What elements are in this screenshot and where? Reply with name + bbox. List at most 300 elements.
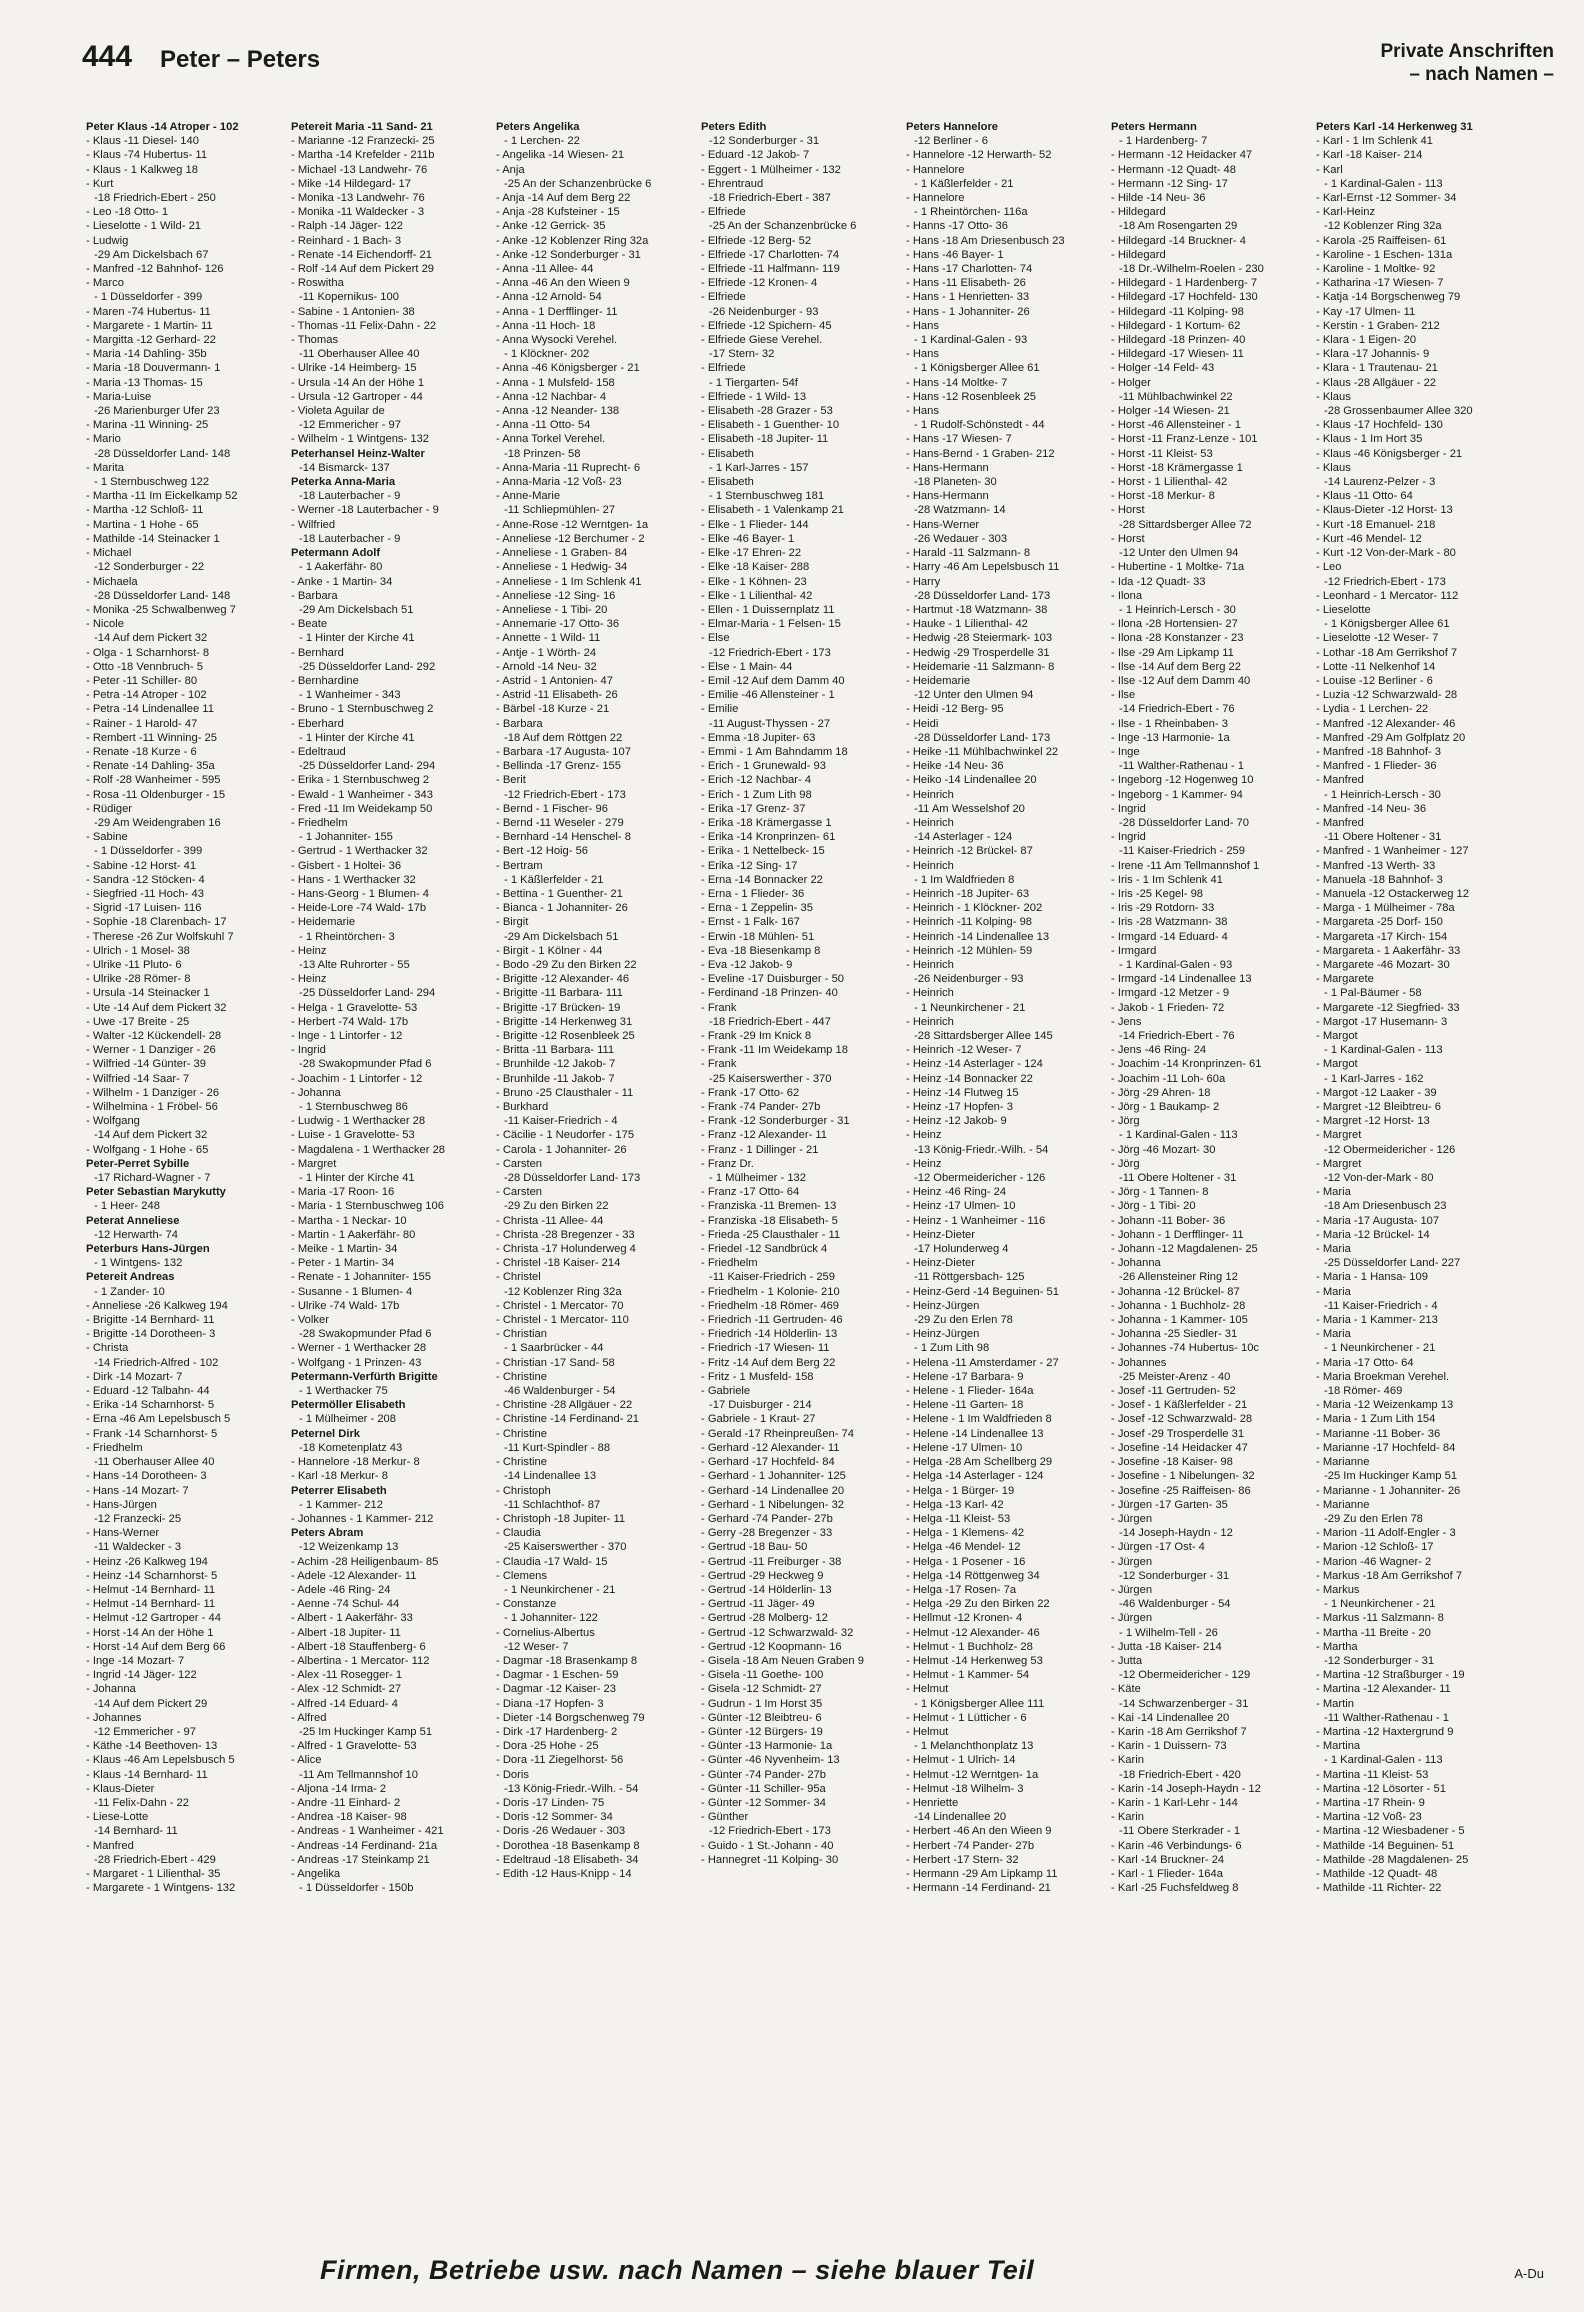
directory-entry: - Elke - 1 Flieder- 144 (701, 518, 809, 531)
directory-entry: - Renate -14 Dahling- 35a (86, 760, 215, 773)
directory-entry: - Petra -14 Lindenallee 11 (86, 703, 214, 716)
directory-entry: -14 Lindenallee 20 (914, 1811, 1007, 1824)
directory-entry: -18 Am Driesenbusch 23 (1324, 1200, 1447, 1213)
directory-entry: - Guido - 1 St.-Johann - 40 (701, 1839, 834, 1852)
directory-entry: - Andrea -18 Kaiser- 98 (291, 1811, 407, 1824)
directory-entry: - Christine (496, 1427, 547, 1440)
directory-entry: - Helmut - 1 Lütticher - 6 (906, 1711, 1027, 1724)
directory-entry: - Rolf -28 Wanheimer - 595 (86, 774, 221, 787)
directory-entry: - Johann - 1 Derfflinger- 11 (1111, 1228, 1244, 1241)
directory-entry: - Ingrid (1111, 831, 1146, 844)
directory-entry: - Klaus -46 Am Lepelsbusch 5 (86, 1754, 235, 1767)
directory-entry: - Hans-Bernd - 1 Graben- 212 (906, 447, 1055, 460)
directory-entry: - Christa -11 Allee- 44 (496, 1214, 604, 1227)
directory-entry: - Susanne - 1 Blumen- 4 (291, 1285, 413, 1298)
directory-entry: - Friedhelm (291, 816, 348, 829)
directory-entry: -14 Asterlager - 124 (914, 831, 1013, 844)
directory-entry: - Irmgard -12 Metzer - 9 (1111, 987, 1230, 1000)
directory-entry: -11 Walther-Rathenau - 1 (1324, 1711, 1449, 1724)
directory-entry: - Gertrud -28 Molberg- 12 (701, 1612, 828, 1625)
directory-entry: - Helga -14 Röttgenweg 34 (906, 1569, 1040, 1582)
directory-entry: - Klaus -11 Otto- 64 (1316, 490, 1413, 503)
directory-entry: - Manfred -29 Am Golfplatz 20 (1316, 731, 1466, 744)
directory-entry: - 1 Hardenberg- 7 (1119, 135, 1208, 148)
directory-entry: - Wilhelm - 1 Wintgens- 132 (291, 433, 430, 446)
directory-entry: - Martina -12 Voß- 23 (1316, 1811, 1422, 1824)
directory-entry: Peters Hermann (1111, 121, 1197, 133)
directory-entry: -18 Planeten- 30 (914, 476, 997, 489)
directory-entry: - 1 Melanchthonplatz 13 (914, 1740, 1034, 1753)
directory-entry: - Martina -12 Alexander- 11 (1316, 1683, 1451, 1696)
directory-entry: - Helmut (906, 1725, 949, 1738)
footer-code: A-Du (1514, 2266, 1544, 2281)
directory-entry: - Friedrich -11 Gertruden- 46 (701, 1314, 843, 1327)
directory-entry: - Horst -18 Merkur- 8 (1111, 490, 1215, 503)
directory-entry: - Hannelore -12 Herwarth- 52 (906, 149, 1052, 162)
directory-entry: - Ilse -12 Auf dem Damm 40 (1111, 674, 1251, 687)
directory-entry: - Dagmar -18 Brasenkamp 8 (496, 1654, 638, 1667)
directory-entry: - Fritz - 1 Musfeld- 158 (701, 1370, 814, 1383)
directory-entry: - Hildegard -14 Bruckner- 4 (1111, 234, 1246, 247)
directory-entry: -28 Watzmann- 14 (914, 504, 1006, 517)
directory-entry: - Wolfgang - 1 Hohe - 65 (86, 1143, 209, 1156)
directory-entry: - Helga -11 Kleist- 53 (906, 1512, 1011, 1525)
directory-entry: - Friedhelm - 1 Kolonie- 210 (701, 1285, 840, 1298)
directory-entry: - Jens (1111, 1015, 1142, 1028)
directory-entry: - Elisabeth -18 Jupiter- 11 (701, 433, 829, 446)
directory-entry: - Beate (291, 618, 328, 631)
directory-entry: - Maria -12 Brückel- 14 (1316, 1228, 1430, 1241)
directory-entry: - Heinz -46 Ring- 24 (906, 1186, 1007, 1199)
directory-entry: - Christine (496, 1456, 547, 1469)
directory-entry: -11 Kaiser-Friedrich - 259 (1119, 845, 1246, 858)
directory-entry: - Roswitha (291, 277, 344, 290)
directory-entry: - Erna - 1 Zeppelin- 35 (701, 902, 813, 915)
section-heading-line2: – nach Namen – (1409, 64, 1554, 85)
directory-entry: - 1 Düsseldorfer - 399 (94, 845, 203, 858)
directory-entry: - Jakob - 1 Frieden- 72 (1111, 1001, 1225, 1014)
directory-entry: -17 Holunderweg 4 (914, 1243, 1009, 1256)
directory-entry: - Franziska -18 Elisabeth- 5 (701, 1214, 838, 1227)
directory-entry: - Frank -29 Im Knick 8 (701, 1030, 812, 1042)
directory-entry: - Anna -12 Arnold- 54 (496, 291, 602, 304)
directory-entry: - Hanns -17 Otto- 36 (906, 220, 1008, 233)
directory-entry: - Helmut (906, 1683, 949, 1696)
directory-entry: - Günter -13 Harmonie- 1a (701, 1740, 833, 1753)
directory-entry: - Joachim -14 Kronprinzen- 61 (1111, 1058, 1262, 1071)
directory-entry: - Heinz (291, 944, 327, 957)
directory-entry: - Constanze (496, 1598, 557, 1611)
directory-entry: - Alice (291, 1754, 322, 1767)
directory-entry: - Erich - 1 Grunewald- 93 (701, 760, 826, 773)
directory-entry: - Klara - 1 Eigen- 20 (1316, 334, 1417, 347)
directory-entry: - Anna -11 Otto- 54 (496, 419, 591, 432)
directory-entry: - Wilfried (291, 518, 336, 531)
directory-entry: - Elke - 1 Lilienthal- 42 (701, 589, 813, 602)
directory-entry: - Anja -28 Kufsteiner - 15 (496, 206, 620, 219)
directory-entry: Peterrer Elisabeth (291, 1484, 387, 1497)
directory-entry: - Klaus -11 Diesel- 140 (86, 135, 199, 148)
directory-entry: - 1 Johanniter- 122 (504, 1612, 598, 1625)
directory-entry: - Sophie -18 Clarenbach- 17 (86, 916, 227, 929)
directory-entry: - Jörg (1111, 1157, 1140, 1170)
directory-columns (86, 120, 1554, 2200)
directory-entry: - Ilse -14 Auf dem Berg 22 (1111, 660, 1241, 673)
directory-entry: - Johanna - 1 Kammer- 105 (1111, 1314, 1248, 1327)
directory-entry: - Brigitte -11 Barbara- 111 (496, 987, 623, 1000)
directory-entry: - Frank -11 Im Weidekamp 18 (701, 1044, 848, 1057)
directory-entry: - Burkhard (496, 1101, 549, 1114)
directory-entry: - Anke - 1 Martin- 34 (291, 575, 393, 588)
directory-entry: - Martha - 1 Neckar- 10 (291, 1214, 407, 1227)
directory-entry: - Anke -12 Gerrick- 35 (496, 220, 606, 233)
directory-entry: -11 Mühlbachwinkel 22 (1119, 390, 1233, 403)
directory-entry: -12 Unter den Ulmen 94 (914, 689, 1034, 702)
directory-entry: - Martina -17 Rhein- 9 (1316, 1796, 1425, 1809)
directory-entry: -12 Friedrich-Ebert - 173 (709, 1825, 831, 1838)
directory-entry: - Meike - 1 Martin- 34 (291, 1243, 398, 1256)
directory-entry: Peters Edith (701, 121, 767, 133)
directory-entry: - 1 Heinrich-Lersch - 30 (1324, 788, 1441, 801)
directory-entry: - Eggert - 1 Mülheimer - 132 (701, 163, 841, 176)
directory-entry: - Helmut -12 Gartroper - 44 (86, 1612, 221, 1625)
directory-entry: - Volker (291, 1314, 329, 1327)
directory-entry: - Hans (906, 348, 939, 361)
directory-entry: - Otto -18 Vennbruch- 5 (86, 660, 203, 673)
directory-entry: - Violeta Aguilar de (291, 405, 385, 418)
directory-entry: - Maria - 1 Hansa- 109 (1316, 1271, 1428, 1284)
directory-entry: -28 Düsseldorfer Land- 148 (94, 447, 231, 460)
directory-entry: - Manuela -18 Bahnhof- 3 (1316, 873, 1443, 886)
directory-entry: -28 Sittardsberger Allee 145 (914, 1030, 1053, 1042)
directory-entry: - Heinrich (906, 987, 954, 1000)
directory-entry: - Heinz -14 Flutweg 15 (906, 1086, 1019, 1099)
directory-entry: - Christoph -18 Jupiter- 11 (496, 1512, 626, 1525)
directory-entry: - Käthe -14 Beethoven- 13 (86, 1740, 218, 1753)
directory-entry: - Maria -14 Dahling- 35b (86, 348, 207, 361)
directory-entry: - Gertrud -18 Bau- 50 (701, 1541, 808, 1554)
directory-entry: - Hans -11 Elisabeth- 26 (906, 277, 1026, 290)
directory-entry: -25 Kaiserswerther - 370 (504, 1541, 627, 1554)
directory-entry: - Gertrud -14 Hölderlin- 13 (701, 1583, 832, 1596)
directory-entry: -29 Am Weidengraben 16 (94, 816, 221, 829)
directory-entry: - Sabine - 1 Antonien- 38 (291, 305, 415, 318)
directory-entry: - Katharina -17 Wiesen- 7 (1316, 277, 1444, 290)
directory-entry: - 1 Königsberger Allee 111 (914, 1697, 1045, 1710)
directory-entry: - Gisela -18 Am Neuen Graben 9 (701, 1654, 864, 1667)
directory-entry: - Karl -25 Fuchsfeldweg 8 (1111, 1882, 1239, 1895)
directory-entry: - Bernhardine (291, 674, 359, 687)
directory-entry: - Karin -46 Verbindungs- 6 (1111, 1839, 1242, 1852)
directory-entry: - Heinz -12 Jakob- 9 (906, 1115, 1007, 1128)
directory-entry: - Elke -18 Kaiser- 288 (701, 561, 810, 574)
directory-entry: -46 Waldenburger - 54 (504, 1385, 616, 1398)
directory-entry: - Franz Dr. (701, 1157, 754, 1170)
directory-entry: - Friedel -12 Sandbrück 4 (701, 1243, 828, 1256)
directory-entry: - Klaus -17 Hochfeld- 130 (1316, 419, 1443, 432)
directory-entry: - Anja -14 Auf dem Berg 22 (496, 192, 631, 205)
directory-entry: - Ursula -14 An der Höhe 1 (291, 376, 425, 389)
directory-entry: - Markus -18 Am Gerrikshof 7 (1316, 1569, 1463, 1582)
directory-entry: -12 Unter den Ulmen 94 (1119, 547, 1239, 560)
directory-entry: - Heinrich -14 Lindenallee 13 (906, 930, 1050, 943)
directory-entry: - Manfred -14 Neu- 36 (1316, 802, 1427, 815)
directory-entry: - Anneliese -12 Sing- 16 (496, 589, 616, 602)
directory-entry: - Doris -17 Linden- 75 (496, 1796, 605, 1809)
directory-entry: -18 Friedrich-Ebert - 387 (709, 192, 831, 205)
directory-entry: - Ingrid (1111, 802, 1146, 815)
directory-entry: - Gertrud -12 Schwarzwald- 32 (701, 1626, 854, 1639)
directory-entry: - Martin (1316, 1697, 1354, 1710)
directory-entry: -25 Kaiserswerther - 370 (709, 1072, 832, 1085)
directory-entry: - Martina -12 Lösorter - 51 (1316, 1782, 1446, 1795)
directory-entry: - Marga - 1 Mülheimer - 78a (1316, 902, 1455, 915)
directory-entry: - Hans - 1 Henrietten- 33 (906, 291, 1030, 304)
directory-entry: - Manfred (86, 1839, 134, 1852)
directory-entry: - Ulrike -74 Wald- 17b (291, 1299, 400, 1312)
directory-entry: - 1 Königsberger Allee 61 (1324, 618, 1450, 631)
directory-entry: - Astrid - 1 Antonien- 47 (496, 674, 613, 687)
directory-entry: - Franz -17 Otto- 64 (701, 1186, 800, 1199)
directory-entry: - Gerhard -17 Hochfeld- 84 (701, 1456, 835, 1469)
directory-entry: -12 Obermeidericher - 126 (1324, 1143, 1456, 1156)
directory-entry: - Karl (1316, 163, 1343, 176)
directory-entry: - Elisabeth - 1 Guenther- 10 (701, 419, 840, 432)
directory-entry: - 1 Kardinal-Galen - 113 (1324, 1754, 1443, 1767)
directory-entry: -25 Im Huckinger Kamp 51 (1324, 1470, 1458, 1483)
directory-entry: - Hans-Hermann (906, 490, 989, 503)
directory-entry: - Herbert -74 Wald- 17b (291, 1015, 409, 1028)
directory-entry: - Ludwig - 1 Werthacker 28 (291, 1115, 426, 1128)
directory-entry: - Inge (1111, 745, 1140, 758)
directory-entry: - Käte (1111, 1683, 1141, 1696)
directory-entry: - Anne-Marie (496, 490, 561, 503)
directory-entry: - Helmut - 1 Buchholz- 28 (906, 1640, 1033, 1653)
directory-entry: - Elfriede -17 Charlotten- 74 (701, 248, 840, 261)
directory-entry: - 1 Karl-Jarres - 162 (1324, 1072, 1424, 1085)
directory-entry: - Margarete -46 Mozart- 30 (1316, 958, 1450, 971)
directory-entry: -12 Obermeidericher - 129 (1119, 1669, 1251, 1682)
directory-entry: - 1 Zum Lith 98 (914, 1342, 990, 1355)
directory-entry: -17 Duisburger - 214 (709, 1399, 812, 1412)
directory-entry: - Bernd -11 Weseler - 279 (496, 816, 624, 829)
directory-entry: - Gisela -12 Schmidt- 27 (701, 1683, 822, 1696)
directory-entry: - Heidi (906, 717, 939, 730)
directory-entry: - 1 Rheintörchen- 116a (914, 206, 1028, 219)
directory-entry: - Johannes (86, 1711, 142, 1724)
directory-entry: - Margarete -12 Siegfried- 33 (1316, 1001, 1460, 1014)
directory-column (1316, 120, 1513, 2200)
directory-entry: - Erika -12 Sing- 17 (701, 859, 798, 872)
directory-entry: - Karin -18 Am Gerrikshof 7 (1111, 1725, 1247, 1738)
directory-entry: Peterburs Hans-Jürgen (86, 1243, 210, 1256)
directory-entry: - Ingrid -14 Jäger- 122 (86, 1669, 197, 1682)
directory-entry: Petereit Maria -11 Sand- 21 (291, 121, 433, 133)
directory-entry: - Helga -29 Zu den Birken 22 (906, 1598, 1050, 1611)
directory-entry: - Martha (1316, 1640, 1358, 1653)
directory-entry: - Manfred -12 Bahnhof- 126 (86, 263, 224, 276)
page-header (0, 0, 1584, 130)
directory-entry: - Johannes - 1 Kammer- 212 (291, 1512, 434, 1525)
directory-entry: - Helmut -14 Bernhard- 11 (86, 1583, 216, 1596)
directory-entry: - Elisabeth -28 Grazer - 53 (701, 405, 833, 418)
directory-entry: -11 Obere Sterkrader - 1 (1119, 1825, 1241, 1838)
directory-entry: -11 Walther-Rathenau - 1 (1119, 760, 1244, 773)
directory-entry: - Doris -26 Wedauer - 303 (496, 1825, 626, 1838)
directory-entry: - Margareta -17 Kirch- 154 (1316, 930, 1448, 943)
directory-entry: - Hannelore (906, 163, 965, 176)
directory-entry: - Claudia -17 Wald- 15 (496, 1555, 608, 1568)
directory-entry: - Erich -12 Nachbar- 4 (701, 774, 812, 787)
directory-entry: - Lieselotte (1316, 603, 1371, 616)
directory-entry: - Manfred -18 Bahnhof- 3 (1316, 745, 1441, 758)
directory-entry: - Marianne - 1 Johanniter- 26 (1316, 1484, 1461, 1497)
directory-entry: -14 Schwarzenberger - 31 (1119, 1697, 1249, 1710)
directory-entry: - Helga -13 Karl- 42 (906, 1498, 1004, 1511)
directory-entry: - Jörg - 1 Tibi- 20 (1111, 1200, 1196, 1213)
directory-entry: - Helga -17 Rosen- 7a (906, 1583, 1017, 1596)
directory-entry: - Heinrich -12 Mühlen- 59 (906, 944, 1033, 957)
directory-entry: -11 Schliepmühlen- 27 (504, 504, 616, 517)
directory-entry: - Hauke - 1 Lilienthal- 42 (906, 618, 1028, 631)
directory-entry: - Elfriede -11 Halfmann- 119 (701, 263, 840, 276)
directory-entry: Petermöller Elisabeth (291, 1399, 406, 1412)
directory-entry: - Angelika -14 Wiesen- 21 (496, 149, 625, 162)
directory-entry: - Anna -12 Nachbar- 4 (496, 390, 607, 403)
directory-entry: -28 Düsseldorfer Land- 70 (1119, 816, 1249, 829)
directory-entry: - Walter -12 Kückendell- 28 (86, 1030, 222, 1042)
directory-entry: - Maria -17 Augusta- 107 (1316, 1214, 1440, 1227)
directory-entry: - Harry -46 Am Lepelsbusch 11 (906, 561, 1060, 574)
directory-entry: - Maria - 1 Zum Lith 154 (1316, 1413, 1436, 1426)
directory-entry: - Hans-Werner (906, 518, 980, 531)
directory-entry: - Margarete (1316, 973, 1374, 986)
directory-entry: - Heinz -14 Scharnhorst- 5 (86, 1569, 218, 1582)
directory-entry: - Heinz -26 Kalkweg 194 (86, 1555, 208, 1568)
directory-entry: -12 Friedrich-Ebert - 173 (504, 788, 626, 801)
directory-entry: - Fred -11 Im Weidekamp 50 (291, 802, 433, 815)
directory-entry: - Elfriede -12 Berg- 52 (701, 234, 812, 247)
directory-entry: - Ute -14 Auf dem Pickert 32 (86, 1001, 227, 1014)
directory-entry: - Rosa -11 Oldenburger - 15 (86, 788, 226, 801)
directory-entry: - Maria (1316, 1243, 1351, 1256)
directory-entry: - Hildegard -17 Wiesen- 11 (1111, 348, 1244, 361)
directory-entry: - 1 Kardinal-Galen - 93 (1119, 958, 1233, 971)
directory-entry: - Gerhard -74 Pander- 27b (701, 1512, 833, 1525)
directory-entry: - Olga - 1 Scharnhorst- 8 (86, 646, 210, 659)
directory-entry: -18 Friedrich-Ebert - 420 (1119, 1768, 1241, 1781)
directory-entry: - Erika - 1 Sternbuschweg 2 (291, 774, 430, 787)
directory-entry: - Ulrike -14 Heimberg- 15 (291, 362, 417, 375)
directory-entry: - Maria - 1 Sternbuschweg 106 (291, 1200, 444, 1213)
directory-entry: - Herbert -74 Pander- 27b (906, 1839, 1035, 1852)
directory-entry: - Marion -46 Wagner- 2 (1316, 1555, 1432, 1568)
directory-entry: - Heinz -14 Asterlager - 124 (906, 1058, 1043, 1071)
directory-entry: -12 Emmericher - 97 (94, 1725, 196, 1738)
directory-entry: - Hubertine - 1 Moltke- 71a (1111, 561, 1245, 574)
directory-entry: -11 Kaiser-Friedrich - 4 (1324, 1299, 1438, 1312)
directory-entry: - Dora -25 Hohe - 25 (496, 1740, 599, 1753)
directory-entry: - Hildegard (1111, 248, 1166, 261)
directory-entry: -29 Zu den Erlen 78 (914, 1314, 1013, 1327)
directory-entry: - Jürgen (1111, 1555, 1153, 1568)
directory-entry: - Margot (1316, 1058, 1358, 1071)
directory-column (496, 120, 693, 2200)
directory-entry: - 1 Wanheimer - 343 (299, 689, 401, 702)
directory-entry: - Jörg (1111, 1115, 1140, 1128)
directory-entry: - Frank -74 Pander- 27b (701, 1101, 821, 1114)
directory-entry: -11 Obere Holtener - 31 (1324, 831, 1442, 844)
directory-entry: - Hans (906, 405, 939, 418)
directory-entry: - Inge -13 Harmonie- 1a (1111, 731, 1230, 744)
directory-entry: -11 Waldecker - 3 (94, 1541, 182, 1554)
directory-entry: - Renate -14 Eichendorff- 21 (291, 248, 432, 261)
directory-entry: - Karola -25 Raiffeisen- 61 (1316, 234, 1447, 247)
directory-column (906, 120, 1103, 2200)
directory-entry: - Horst -11 Franz-Lenze - 101 (1111, 433, 1258, 446)
directory-entry: Peters Abram (291, 1527, 364, 1540)
directory-entry: - Maria -18 Douvermann- 1 (86, 362, 221, 375)
directory-entry: - Liese-Lotte (86, 1811, 149, 1824)
directory-entry: - Heidemarie (906, 674, 971, 687)
directory-entry: - Heinz -17 Hopfen- 3 (906, 1101, 1013, 1114)
directory-entry: - Uwe -17 Breite - 25 (86, 1015, 190, 1028)
directory-entry: - Louise -12 Berliner - 6 (1316, 674, 1433, 687)
directory-entry: - Heinz-Dieter (906, 1257, 976, 1270)
directory-entry: - Friedrich -17 Wiesen- 11 (701, 1342, 830, 1355)
directory-entry: - Helga - 1 Posener - 16 (906, 1555, 1026, 1568)
directory-entry: - 1 Kardinal-Galen - 93 (914, 334, 1028, 347)
directory-entry: - Werner - 1 Werthacker 28 (291, 1342, 427, 1355)
directory-entry: - Eva -18 Biesenkamp 8 (701, 944, 821, 957)
directory-entry: - Antje - 1 Wörth- 24 (496, 646, 597, 659)
directory-entry: - Lieselotte -12 Weser- 7 (1316, 632, 1439, 645)
directory-entry: - Margarete - 1 Wintgens- 132 (86, 1882, 236, 1895)
directory-entry: - Mario (86, 433, 121, 446)
directory-entry: - Maria -17 Otto- 64 (1316, 1356, 1414, 1369)
directory-entry: - 1 Hinter der Kirche 41 (299, 632, 415, 645)
directory-entry: - Mathilde -14 Beguinen- 51 (1316, 1839, 1455, 1852)
directory-entry: -12 Emmericher - 97 (299, 419, 401, 432)
directory-entry: -12 Weser- 7 (504, 1640, 569, 1653)
directory-entry: - 1 Zander- 10 (94, 1285, 165, 1298)
directory-entry: - Frank (701, 1001, 737, 1014)
directory-entry: - Ilona -28 Konstanzer - 23 (1111, 632, 1244, 645)
directory-entry: - Therese -26 Zur Wolfskuhl 7 (86, 930, 234, 943)
directory-entry: - Josefine -14 Heidacker 47 (1111, 1441, 1248, 1454)
directory-entry: Peter Klaus -14 Atroper - 102 (86, 121, 239, 133)
directory-entry: - Dorothea -18 Basenkamp 8 (496, 1839, 640, 1852)
directory-entry: -14 Friedrich-Ebert - 76 (1119, 1030, 1235, 1042)
directory-entry: -25 Im Huckinger Kamp 51 (299, 1725, 433, 1738)
directory-entry: - Erika -18 Krämergasse 1 (701, 816, 832, 829)
directory-entry: - Elke -17 Ehren- 22 (701, 547, 802, 560)
directory-entry: - Fritz -14 Auf dem Berg 22 (701, 1356, 836, 1369)
directory-entry: -26 Allensteiner Ring 12 (1119, 1271, 1238, 1284)
directory-entry: - Else (701, 632, 730, 645)
directory-entry: - Klaus - 1 Kalkweg 18 (86, 163, 198, 176)
directory-entry: - Christel - 1 Mercator- 110 (496, 1314, 629, 1327)
directory-entry: - Heinz (291, 973, 327, 986)
directory-entry: - Hermann -14 Ferdinand- 21 (906, 1882, 1051, 1895)
directory-entry: - Hildegard -17 Hochfeld- 130 (1111, 291, 1258, 304)
directory-entry: - Klaus -74 Hubertus- 11 (86, 149, 208, 162)
directory-entry: - Ilse (1111, 689, 1136, 702)
directory-entry: - Aenne -74 Schul- 44 (291, 1598, 400, 1611)
directory-entry: - Emmi - 1 Am Bahndamm 18 (701, 745, 848, 758)
directory-entry: - Albert - 1 Aakerfähr- 33 (291, 1612, 413, 1625)
directory-entry: - Frank -12 Sonderburger - 31 (701, 1115, 850, 1128)
